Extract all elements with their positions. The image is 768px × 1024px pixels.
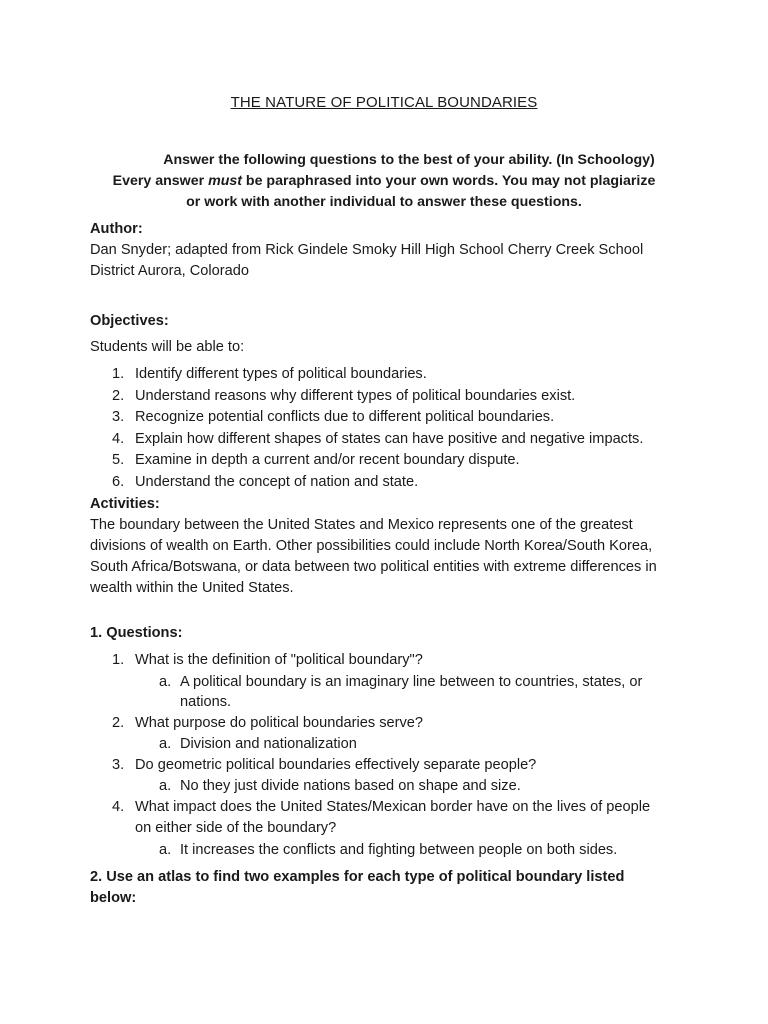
question-item xyxy=(90,797,690,819)
answer-item-continued xyxy=(90,692,690,713)
instructions-line-3: or work with another individual to answer these questions. xyxy=(186,194,582,210)
page-title: THE NATURE OF POLITICAL BOUNDARIES xyxy=(230,94,538,111)
objectives-heading: Objectives: xyxy=(90,313,169,329)
activities-line-4: wealth within the United States. xyxy=(90,580,294,596)
atlas-section xyxy=(90,867,690,909)
questions-heading: 1. Questions: xyxy=(90,625,183,641)
answer-item xyxy=(90,672,690,693)
question-number: 1. xyxy=(112,652,125,668)
instructions-line-2 xyxy=(113,173,656,189)
item-text: Examine in depth a current and/or recent boundary dispute. xyxy=(135,452,520,468)
activities-line-2: divisions of wealth on Earth. Other possibilities could include North Korea/South Korea, xyxy=(90,538,653,554)
question-item xyxy=(90,650,690,672)
author-line-1: Dan Snyder; adapted from Rick Gindele Smoky Hill High School Cherry Creek School xyxy=(90,242,644,258)
questions-list xyxy=(90,650,690,860)
author-section xyxy=(90,219,690,282)
list-item xyxy=(90,429,690,451)
answer-letter: a. xyxy=(159,673,172,690)
instructions-line-2-start: Every answer xyxy=(112,173,209,189)
item-number: 2. xyxy=(112,387,125,404)
objectives-section xyxy=(90,311,690,493)
answer-item xyxy=(90,776,690,797)
objectives-intro: Students will be able to: xyxy=(90,339,245,355)
atlas-line-1: 2. Use an atlas to find two examples for each type of political boundary listed xyxy=(90,869,625,885)
answer-item xyxy=(90,840,690,861)
item-text: Explain how different shapes of states can have positive and negative impacts. xyxy=(135,430,644,447)
question-text: on either side of the boundary? xyxy=(135,820,337,836)
answer-text: It increases the conflicts and fighting between people on both sides. xyxy=(180,841,618,858)
item-text: Identify different types of political boundaries. xyxy=(135,366,427,382)
question-text: What purpose do political boundaries serve? xyxy=(135,714,423,731)
author-heading: Author: xyxy=(90,221,143,237)
question-text: What impact does the United States/Mexican border have on the lives of people xyxy=(135,798,651,815)
questions-section xyxy=(90,623,690,860)
question-item-continued xyxy=(90,818,690,840)
question-number: 2. xyxy=(112,714,125,731)
activities-line-3: South Africa/Botswana, or data between two political entities with extreme differences in xyxy=(90,559,657,575)
item-number: 4. xyxy=(112,430,125,447)
question-text: Do geometric political boundaries effectively separate people? xyxy=(135,756,537,773)
question-number: 3. xyxy=(112,756,125,773)
item-number: 6. xyxy=(112,473,125,490)
answer-text: nations. xyxy=(180,694,232,710)
answer-letter: a. xyxy=(159,736,172,752)
question-text: What is the definition of "political boundary"? xyxy=(135,652,423,668)
answer-text: No they just divide nations based on shape and size. xyxy=(180,778,521,794)
item-text: Understand reasons why different types of political boundaries exist. xyxy=(135,387,576,404)
question-item xyxy=(90,713,690,735)
activities-line-1: The boundary between the United States and Mexico represents one of the greatest xyxy=(90,517,633,533)
list-item xyxy=(90,364,690,386)
author-line-2: District Aurora, Colorado xyxy=(90,263,249,279)
item-number: 5. xyxy=(112,452,125,468)
answer-text: A political boundary is an imaginary line between to countries, states, or xyxy=(180,673,643,690)
list-item xyxy=(90,472,690,494)
instructions-line-2-end: be paraphrased into your own words. You may not plagiarize xyxy=(241,173,656,189)
question-number: 4. xyxy=(112,798,125,815)
instructions xyxy=(0,150,768,213)
answer-letter: a. xyxy=(159,778,172,794)
answer-item xyxy=(90,734,690,755)
objectives-list xyxy=(90,364,690,493)
item-text: Understand the concept of nation and state. xyxy=(135,473,419,490)
question-item xyxy=(90,755,690,777)
item-number: 3. xyxy=(112,409,125,425)
emphasis-must: must xyxy=(208,173,242,189)
list-item xyxy=(90,450,690,472)
list-item xyxy=(90,386,690,408)
item-text: Recognize potential conflicts due to different political boundaries. xyxy=(135,409,555,425)
activities-heading: Activities: xyxy=(90,496,160,512)
instructions-line-1: Answer the following questions to the best of your ability. (In Schoology) xyxy=(163,152,655,168)
item-number: 1. xyxy=(112,366,125,382)
atlas-line-2: below: xyxy=(90,890,137,906)
list-item xyxy=(90,407,690,429)
answer-letter: a. xyxy=(159,841,172,858)
activities-section xyxy=(90,494,690,599)
answer-text: Division and nationalization xyxy=(180,736,357,752)
